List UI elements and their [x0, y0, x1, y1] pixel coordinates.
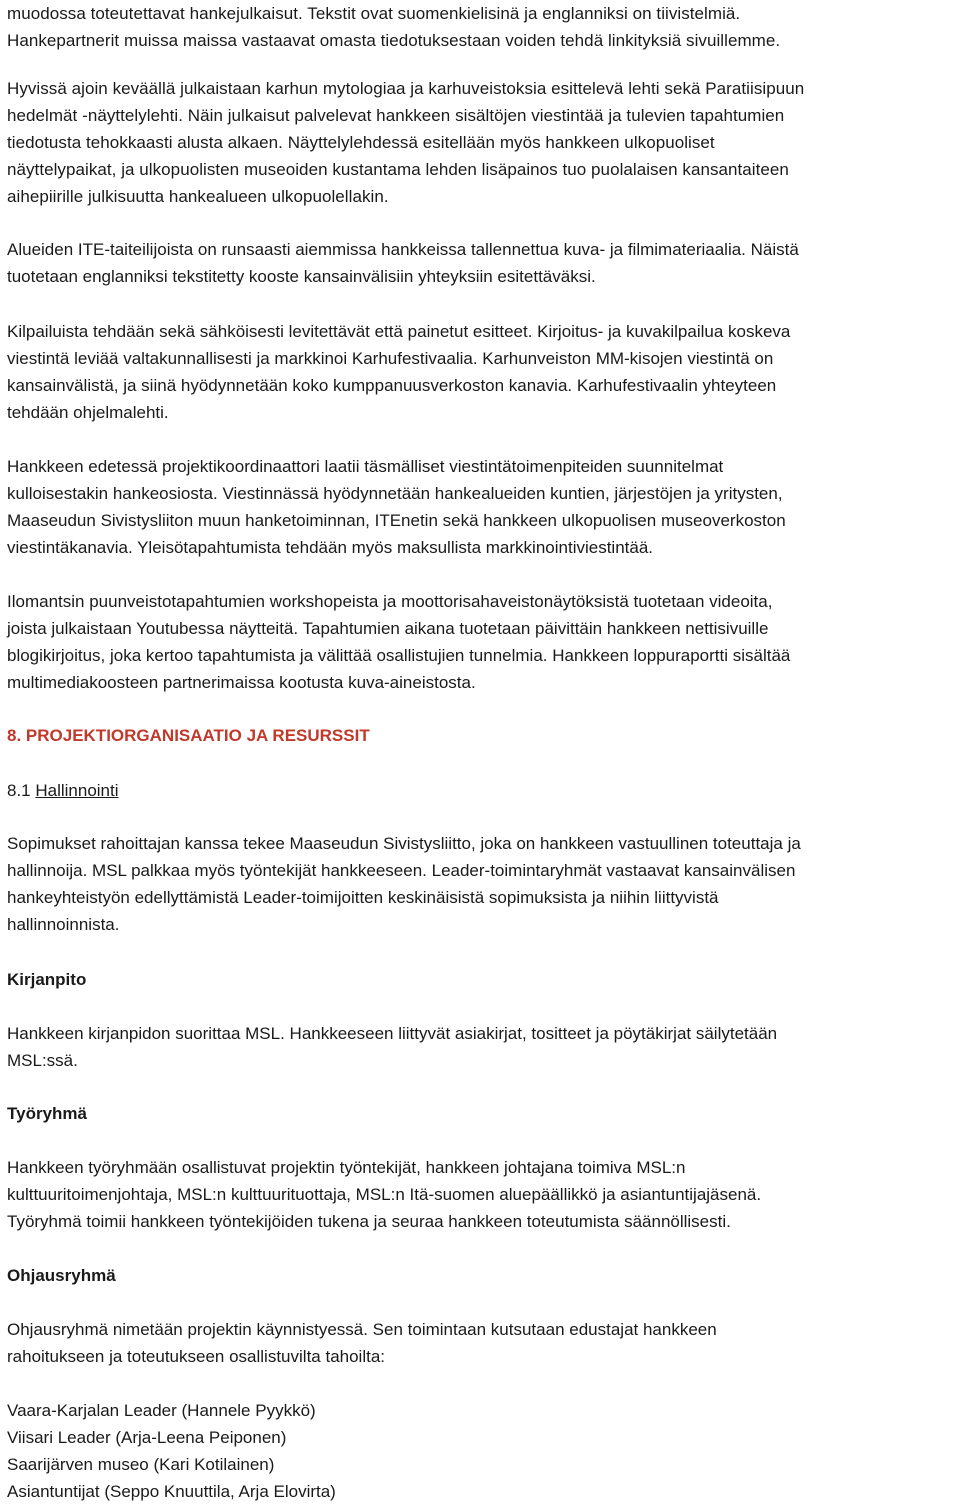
list-item: Saarijärven museo (Kari Kotilainen) — [7, 1455, 275, 1474]
koordinaattori-paragraph — [7, 453, 957, 561]
text-line: Hyvissä ajoin keväällä julkaistaan karhun mytologiaa ja karhuveistoksia esittelevä lehti sekä Paratiisipuun — [7, 79, 805, 98]
text-line: Hankkeen edetessä projektikoordinaattori laatii täsmälliset viestintätoimenpiteiden suunnitelmat — [7, 457, 724, 476]
text-line: Hankepartnerit muissa maissa vastaavat omasta tiedotuksestaan voiden tehdä linkityksiä sivuillemme. — [7, 31, 781, 50]
ite-paragraph — [7, 236, 957, 290]
tyoryhma-paragraph — [7, 1154, 957, 1235]
text-line: kansainvälistä, ja siinä hyödynnetään koko kumppanuusverkoston kanavia. Karhufestivaalin yhteyteen — [7, 376, 777, 395]
text-line: Hankkeen työryhmään osallistuvat projektin työntekijät, hankkeen johtajana toimiva MSL:n — [7, 1158, 686, 1177]
text-line: Työryhmä toimii hankkeen työntekijöiden tukena ja seuraa hankkeen toteutumista säännöllisesti. — [7, 1212, 731, 1231]
subsection-heading — [7, 777, 119, 804]
text-line: multimediakoosteen partnerimaissa kootusta kuva-aineistosta. — [7, 673, 476, 692]
text-line: hallinnoinnista. — [7, 915, 120, 934]
list-item: Vaara-Karjalan Leader (Hannele Pyykkö) — [7, 1401, 316, 1420]
hallinnointi-paragraph — [7, 830, 957, 938]
text-line: viestintäkanavia. Yleisötapahtumista tehdään myös maksullista markkinointiviestintää. — [7, 538, 654, 557]
text-line: Sopimukset rahoittajan kanssa tekee Maaseudun Sivistysliitto, joka on hankkeen vastuullinen toteuttaja ja — [7, 834, 801, 853]
text-line: Ilomantsin puunveistotapahtumien workshopeista ja moottorisahaveistonäytöksistä tuotetaan videoita, — [7, 592, 773, 611]
section-heading: 8. PROJEKTIORGANISAATIO JA RESURSSIT — [7, 726, 370, 745]
lehti-paragraph — [7, 75, 957, 210]
ohjausryhma-paragraph — [7, 1316, 957, 1370]
text-line: tiedotusta tehokkaasti alusta alkaen. Näyttelylehdessä esitellään myös hankkeen ulkopuoliset — [7, 133, 715, 152]
text-line: Maaseudun Sivistysliiton muun hanketoiminnan, ITEnetin sekä hankkeen ulkopuolisen museoverkoston — [7, 511, 786, 530]
text-line: Hankkeen kirjanpidon suorittaa MSL. Hankkeeseen liittyvät asiakirjat, tositteet ja pöytäkirjat säilytetään — [7, 1024, 778, 1043]
video-paragraph — [7, 588, 957, 696]
subsection-number: 8.1 — [7, 781, 36, 800]
kilpailu-paragraph — [7, 318, 957, 426]
text-line: kulloisestakin hankeosiosta. Viestinnässä hyödynnetään hankealueiden kuntien, järjestöjen ja yritysten, — [7, 484, 783, 503]
text-line: tuotetaan englanniksi tekstitetty kooste kansainvälisiin yhteyksiin esitettäväksi. — [7, 267, 596, 286]
text-line: muodossa toteutettavat hankejulkaisut. Tekstit ovat suomenkielisinä ja englanniksi on tiivistelmiä. — [7, 4, 741, 23]
kirjanpito-paragraph — [7, 1020, 957, 1074]
intro-paragraph — [7, 0, 957, 54]
text-line: MSL:ssä. — [7, 1051, 78, 1070]
text-line: viestintä leviää valtakunnallisesti ja markkinoi Karhufestivaalia. Karhunveiston MM-kisojen viestintä on — [7, 349, 774, 368]
text-line: tehdään ohjelmalehti. — [7, 403, 169, 422]
text-line: Ohjausryhmä nimetään projektin käynnistyessä. Sen toimintaan kutsutaan edustajat hankkeen — [7, 1320, 717, 1339]
tyoryhma-heading: Työryhmä — [7, 1104, 87, 1123]
ohjausryhma-heading: Ohjausryhmä — [7, 1266, 116, 1285]
list-item: Viisari Leader (Arja-Leena Peiponen) — [7, 1428, 287, 1447]
text-line: blogikirjoitus, joka kertoo tapahtumista ja välittää osallistujien tunnelmia. Hankkeen loppuraportti sisältää — [7, 646, 791, 665]
text-line: joista julkaistaan Youtubessa näytteitä. Tapahtumien aikana tuotetaan päivittäin hankkeen nettisivuille — [7, 619, 769, 638]
text-line: aihepiirille julkisuutta hankealueen ulkopuolellakin. — [7, 187, 389, 206]
text-line: kulttuuritoimenjohtaja, MSL:n kulttuurituottaja, MSL:n Itä-suomen aluepäällikkö ja asiantuntijajäsenä. — [7, 1185, 762, 1204]
ohjausryhma-members — [7, 1397, 957, 1505]
text-line: Kilpailuista tehdään sekä sähköisesti levitettävät että painetut esitteet. Kirjoitus- ja kuvakilpailua koskeva — [7, 322, 791, 341]
text-line: hankeyhteistyön edellyttämistä Leader-toimijoitten keskinäisistä sopimuksista ja niihin liittyvistä — [7, 888, 719, 907]
kirjanpito-heading: Kirjanpito — [7, 970, 87, 989]
text-line: Alueiden ITE-taiteilijoista on runsaasti aiemmissa hankkeissa tallennettua kuva- ja filmimateriaalia. Näistä — [7, 240, 799, 259]
text-line: näyttelypaikat, ja ulkopuolisten museoiden kustantama lehden lisäpainos tuo puolalaisen kansantaiteen — [7, 160, 789, 179]
text-line: hallinnoija. MSL palkkaa myös työntekijät hankkeeseen. Leader-toimintaryhmät vastaavat kansainvälisen — [7, 861, 796, 880]
text-line: rahoitukseen ja toteutukseen osallistuvilta tahoilta: — [7, 1347, 386, 1366]
list-item: Asiantuntijat (Seppo Knuuttila, Arja Elovirta) — [7, 1482, 336, 1501]
text-line: hedelmät -näyttelylehti. Näin julkaisut palvelevat hankkeen sisältöjen viestintää ja tulevien tapahtumien — [7, 106, 785, 125]
subsection-title: Hallinnointi — [35, 781, 119, 800]
